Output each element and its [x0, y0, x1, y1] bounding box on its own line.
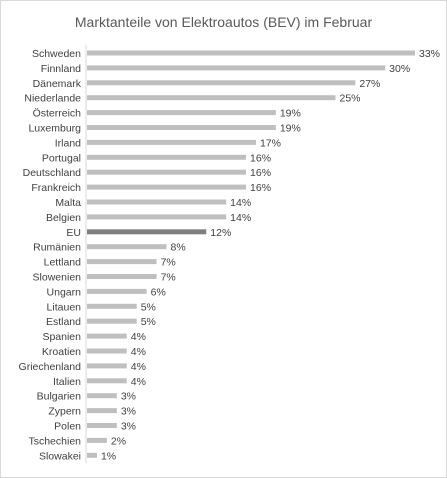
- bar-tschechien: [87, 438, 107, 443]
- value-label-niederlande: 25%: [339, 92, 361, 105]
- bar-slowakei: [87, 453, 97, 458]
- category-label-lettland: Lettland: [43, 256, 81, 269]
- category-label-frankreich: Frankreich: [31, 182, 81, 195]
- bar-estland: [87, 319, 137, 324]
- bar-polen: [87, 423, 117, 428]
- value-label-portugal: 16%: [250, 152, 272, 165]
- bar-malta: [87, 200, 226, 205]
- bar-irland: [87, 140, 256, 145]
- bar-bulgarien: [87, 393, 117, 398]
- bar-schweden: [87, 51, 415, 56]
- bar-slowenien: [87, 274, 157, 279]
- category-label-deutschland: Deutschland: [22, 167, 81, 180]
- value-label-polen: 3%: [120, 420, 137, 433]
- category-label-italien: Italien: [52, 375, 81, 388]
- category-label-ungarn: Ungarn: [46, 286, 81, 299]
- value-label-lettland: 7%: [160, 256, 176, 269]
- category-label-luxemburg: Luxemburg: [28, 122, 81, 135]
- category-label-dänemark: Dänemark: [32, 77, 81, 90]
- bar-spanien: [87, 334, 127, 339]
- bar-griechenland: [87, 363, 127, 368]
- value-label-litauen: 5%: [140, 301, 156, 314]
- value-label-irland: 17%: [259, 137, 281, 150]
- category-label-portugal: Portugal: [41, 152, 81, 165]
- bar-frankreich: [87, 185, 246, 190]
- value-label-ungarn: 6%: [150, 286, 166, 299]
- category-label-belgien: Belgien: [45, 211, 81, 224]
- category-label-griechenland: Griechenland: [18, 360, 81, 373]
- category-label-zypern: Zypern: [48, 405, 81, 418]
- category-label-österreich: Österreich: [32, 107, 81, 120]
- category-label-rumänien: Rumänien: [33, 241, 81, 254]
- category-label-eu: EU: [66, 226, 81, 239]
- bar-rumänien: [87, 244, 167, 249]
- bar-niederlande: [87, 95, 335, 100]
- bar-italien: [87, 378, 127, 383]
- category-label-spanien: Spanien: [42, 331, 81, 344]
- value-label-schweden: 33%: [419, 48, 441, 60]
- bar-litauen: [87, 304, 137, 309]
- category-label-kroatien: Kroatien: [41, 346, 81, 358]
- value-label-griechenland: 4%: [130, 360, 146, 373]
- category-label-schweden: Schweden: [31, 48, 81, 60]
- value-label-spanien: 4%: [130, 331, 146, 344]
- category-label-niederlande: Niederlande: [24, 92, 81, 105]
- value-label-zypern: 3%: [120, 405, 137, 418]
- plot-area: [1, 1, 446, 477]
- value-label-dänemark: 27%: [359, 77, 381, 90]
- value-label-kroatien: 4%: [130, 346, 146, 358]
- bar-lettland: [87, 259, 157, 264]
- category-label-finnland: Finnland: [40, 62, 81, 75]
- chart-title: Marktanteile von Elektroautos (BEV) im Februar: [74, 14, 373, 30]
- value-label-estland: 5%: [140, 316, 156, 329]
- category-label-polen: Polen: [54, 420, 81, 433]
- category-label-irland: Irland: [54, 137, 81, 150]
- category-label-slowenien: Slowenien: [32, 271, 81, 284]
- bar-luxemburg: [87, 125, 276, 130]
- value-label-finnland: 30%: [389, 62, 411, 75]
- category-label-litauen: Litauen: [46, 301, 81, 314]
- value-label-slowakei: 1%: [100, 450, 117, 463]
- value-label-frankreich: 16%: [250, 182, 272, 195]
- category-label-bulgarien: Bulgarien: [36, 390, 81, 403]
- value-label-malta: 14%: [230, 197, 252, 209]
- bar-belgien: [87, 214, 226, 219]
- value-label-slowenien: 7%: [160, 271, 176, 284]
- value-label-eu: 12%: [210, 226, 232, 239]
- bar-österreich: [87, 110, 276, 115]
- bar-deutschland: [87, 170, 246, 175]
- bar-zypern: [87, 408, 117, 413]
- bar-portugal: [87, 155, 246, 160]
- value-label-österreich: 19%: [279, 107, 301, 120]
- bar-dänemark: [87, 80, 355, 85]
- category-label-malta: Malta: [55, 197, 81, 209]
- bar-kroatien: [87, 349, 127, 354]
- bar-finnland: [87, 65, 385, 70]
- value-label-rumänien: 8%: [170, 241, 186, 254]
- value-label-belgien: 14%: [230, 211, 252, 224]
- bar-eu: [87, 229, 206, 234]
- category-label-tschechien: Tschechien: [28, 435, 81, 448]
- bar-ungarn: [87, 289, 147, 294]
- category-label-slowakei: Slowakei: [38, 450, 81, 463]
- category-label-estland: Estland: [45, 316, 81, 329]
- value-label-luxemburg: 19%: [279, 122, 301, 135]
- value-label-tschechien: 2%: [110, 435, 127, 448]
- value-label-deutschland: 16%: [250, 167, 272, 180]
- value-label-bulgarien: 3%: [120, 390, 137, 403]
- value-label-italien: 4%: [130, 375, 146, 388]
